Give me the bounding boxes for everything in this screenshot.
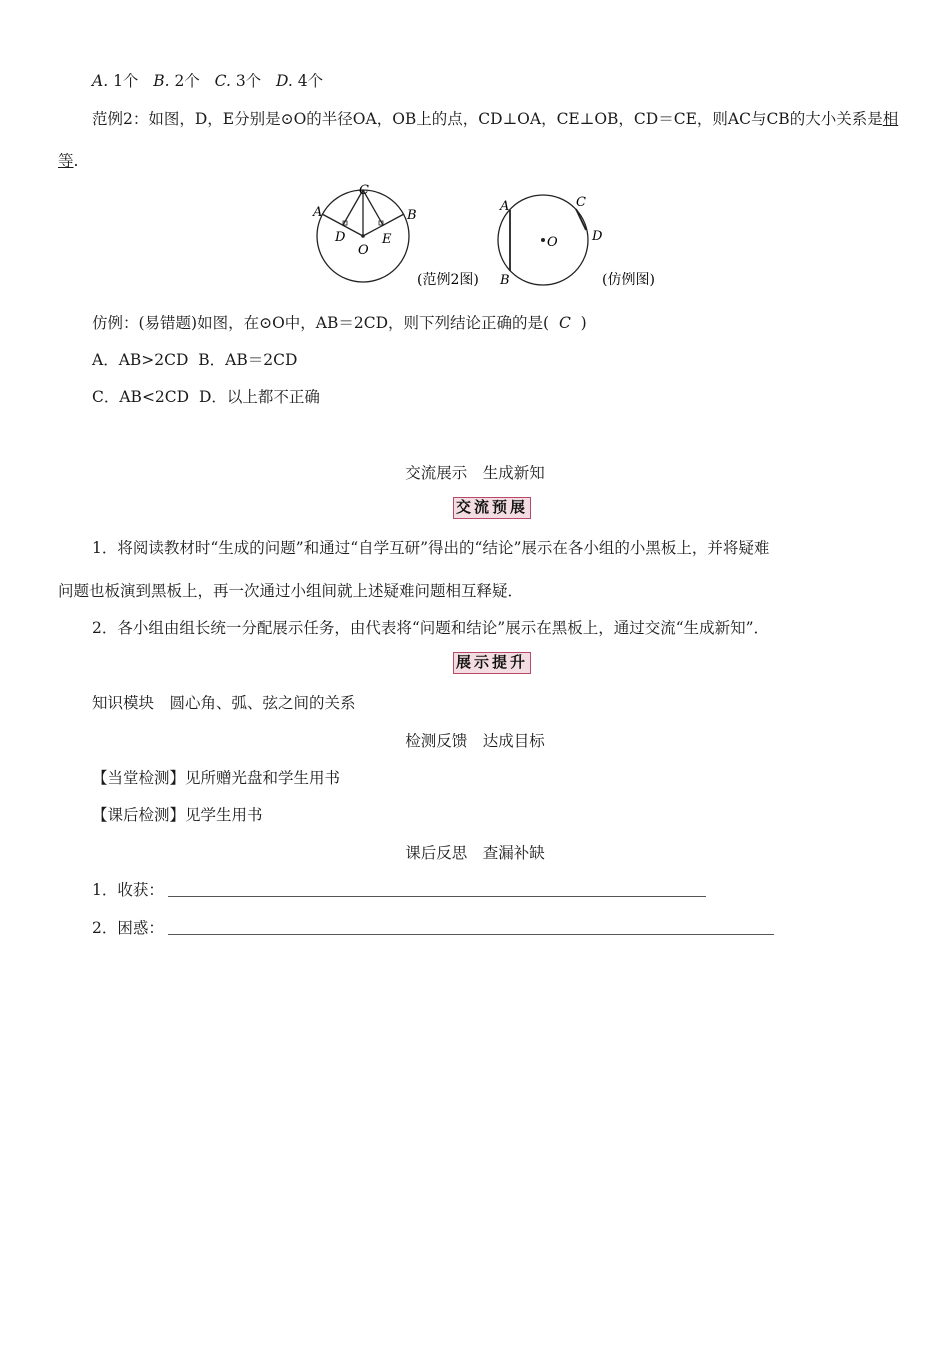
fig1-label-a: A <box>313 205 323 220</box>
options-row <box>92 70 323 92</box>
gain-answer-line[interactable] <box>168 896 706 897</box>
figure-2-circle-diagram <box>498 195 603 288</box>
item1-line1: 1．将阅读教材时“生成的问题”和通过“自学互研”得出的“结论”展示在各小组的小黑板上，并将疑难 <box>92 539 770 557</box>
doubt-answer-line[interactable] <box>168 934 774 935</box>
fig1-label-d: D <box>335 230 346 245</box>
fig2-label-c: C <box>576 195 586 210</box>
item2: 2．各小组由组长统一分配展示任务，由代表将“问题和结论”展示在黑板上，通过交流“生成新知”． <box>92 619 770 637</box>
example2-label: 范例2： <box>92 110 149 128</box>
fig1-label-e: E <box>382 232 392 247</box>
option-b-letter: B. <box>153 72 170 90</box>
imitation-options-row1 <box>92 349 297 371</box>
knowledge-module: 知识模块 圆心角、弧、弦之间的关系 <box>92 694 356 712</box>
option-d-letter: D. <box>275 72 293 90</box>
example2-text: 如图，D，E分别是⊙O的半径OA，OB上的点，CD⊥OA，CE⊥OB，CD＝CE，则AC与CB的大小关系是 <box>148 110 883 128</box>
option-a-letter: A. <box>92 72 109 90</box>
option-d-value: 4个 <box>297 72 324 90</box>
example2-end: . <box>73 152 79 170</box>
option-b-value: 2个 <box>174 72 200 90</box>
option-c-value: 3个 <box>235 72 262 90</box>
class-test: 【当堂检测】见所赠光盘和学生用书 <box>92 769 341 787</box>
example2-line2 <box>58 150 78 172</box>
fig2-label-o: O <box>547 235 558 250</box>
imitation-option-b: B．AB＝2CD <box>198 351 298 369</box>
badge-exchange-preview: 交流预展 <box>453 497 531 519</box>
gain-label: 1．收获： <box>92 881 164 899</box>
option-a-value: 1个 <box>113 72 139 90</box>
fig1-label-b: B <box>407 208 417 223</box>
example2-line1 <box>92 108 898 130</box>
fig1-caption: (范例2图) <box>417 272 479 288</box>
imitation-option-d: D．以上都不正确 <box>198 388 320 406</box>
option-c-letter: C. <box>214 72 231 90</box>
imitation-answer: C <box>558 314 571 332</box>
fig2-caption: (仿例图) <box>602 272 655 288</box>
fig2-label-a: A <box>500 199 510 214</box>
fig2-label-d: D <box>592 229 603 244</box>
fig1-label-c: C <box>359 183 369 198</box>
after-class-test: 【课后检测】见学生用书 <box>92 806 263 824</box>
imitation-option-c: C．AB<2CD <box>92 388 190 406</box>
doubt-label: 2．困惑： <box>92 919 164 937</box>
section-title-feedback: 检测反馈 达成目标 <box>405 732 545 750</box>
example2-answer-part2: 等 <box>58 152 74 170</box>
figure-1-circle-diagram <box>312 183 417 282</box>
example2-answer-part1: 相 <box>882 110 899 128</box>
figures <box>300 178 690 298</box>
imitation-option-a: A．AB>2CD <box>92 351 189 369</box>
imitation-text: 仿例：(易错题)如图，在⊙O中，AB＝2CD，则下列结论正确的是( <box>92 314 550 332</box>
imitation-question <box>92 312 587 334</box>
fig2-label-b: B <box>500 273 510 288</box>
imitation-options-row2 <box>92 386 320 408</box>
item1-line2: 问题也板演到黑板上，再一次通过小组间就上述疑难问题相互释疑． <box>58 582 524 600</box>
fig1-label-o: O <box>358 243 369 258</box>
badge-show-improve: 展示提升 <box>453 652 531 674</box>
section-title-reflection: 课后反思 查漏补缺 <box>405 844 545 862</box>
section-title-exchange: 交流展示 生成新知 <box>405 464 545 482</box>
imitation-close: ) <box>580 314 587 332</box>
